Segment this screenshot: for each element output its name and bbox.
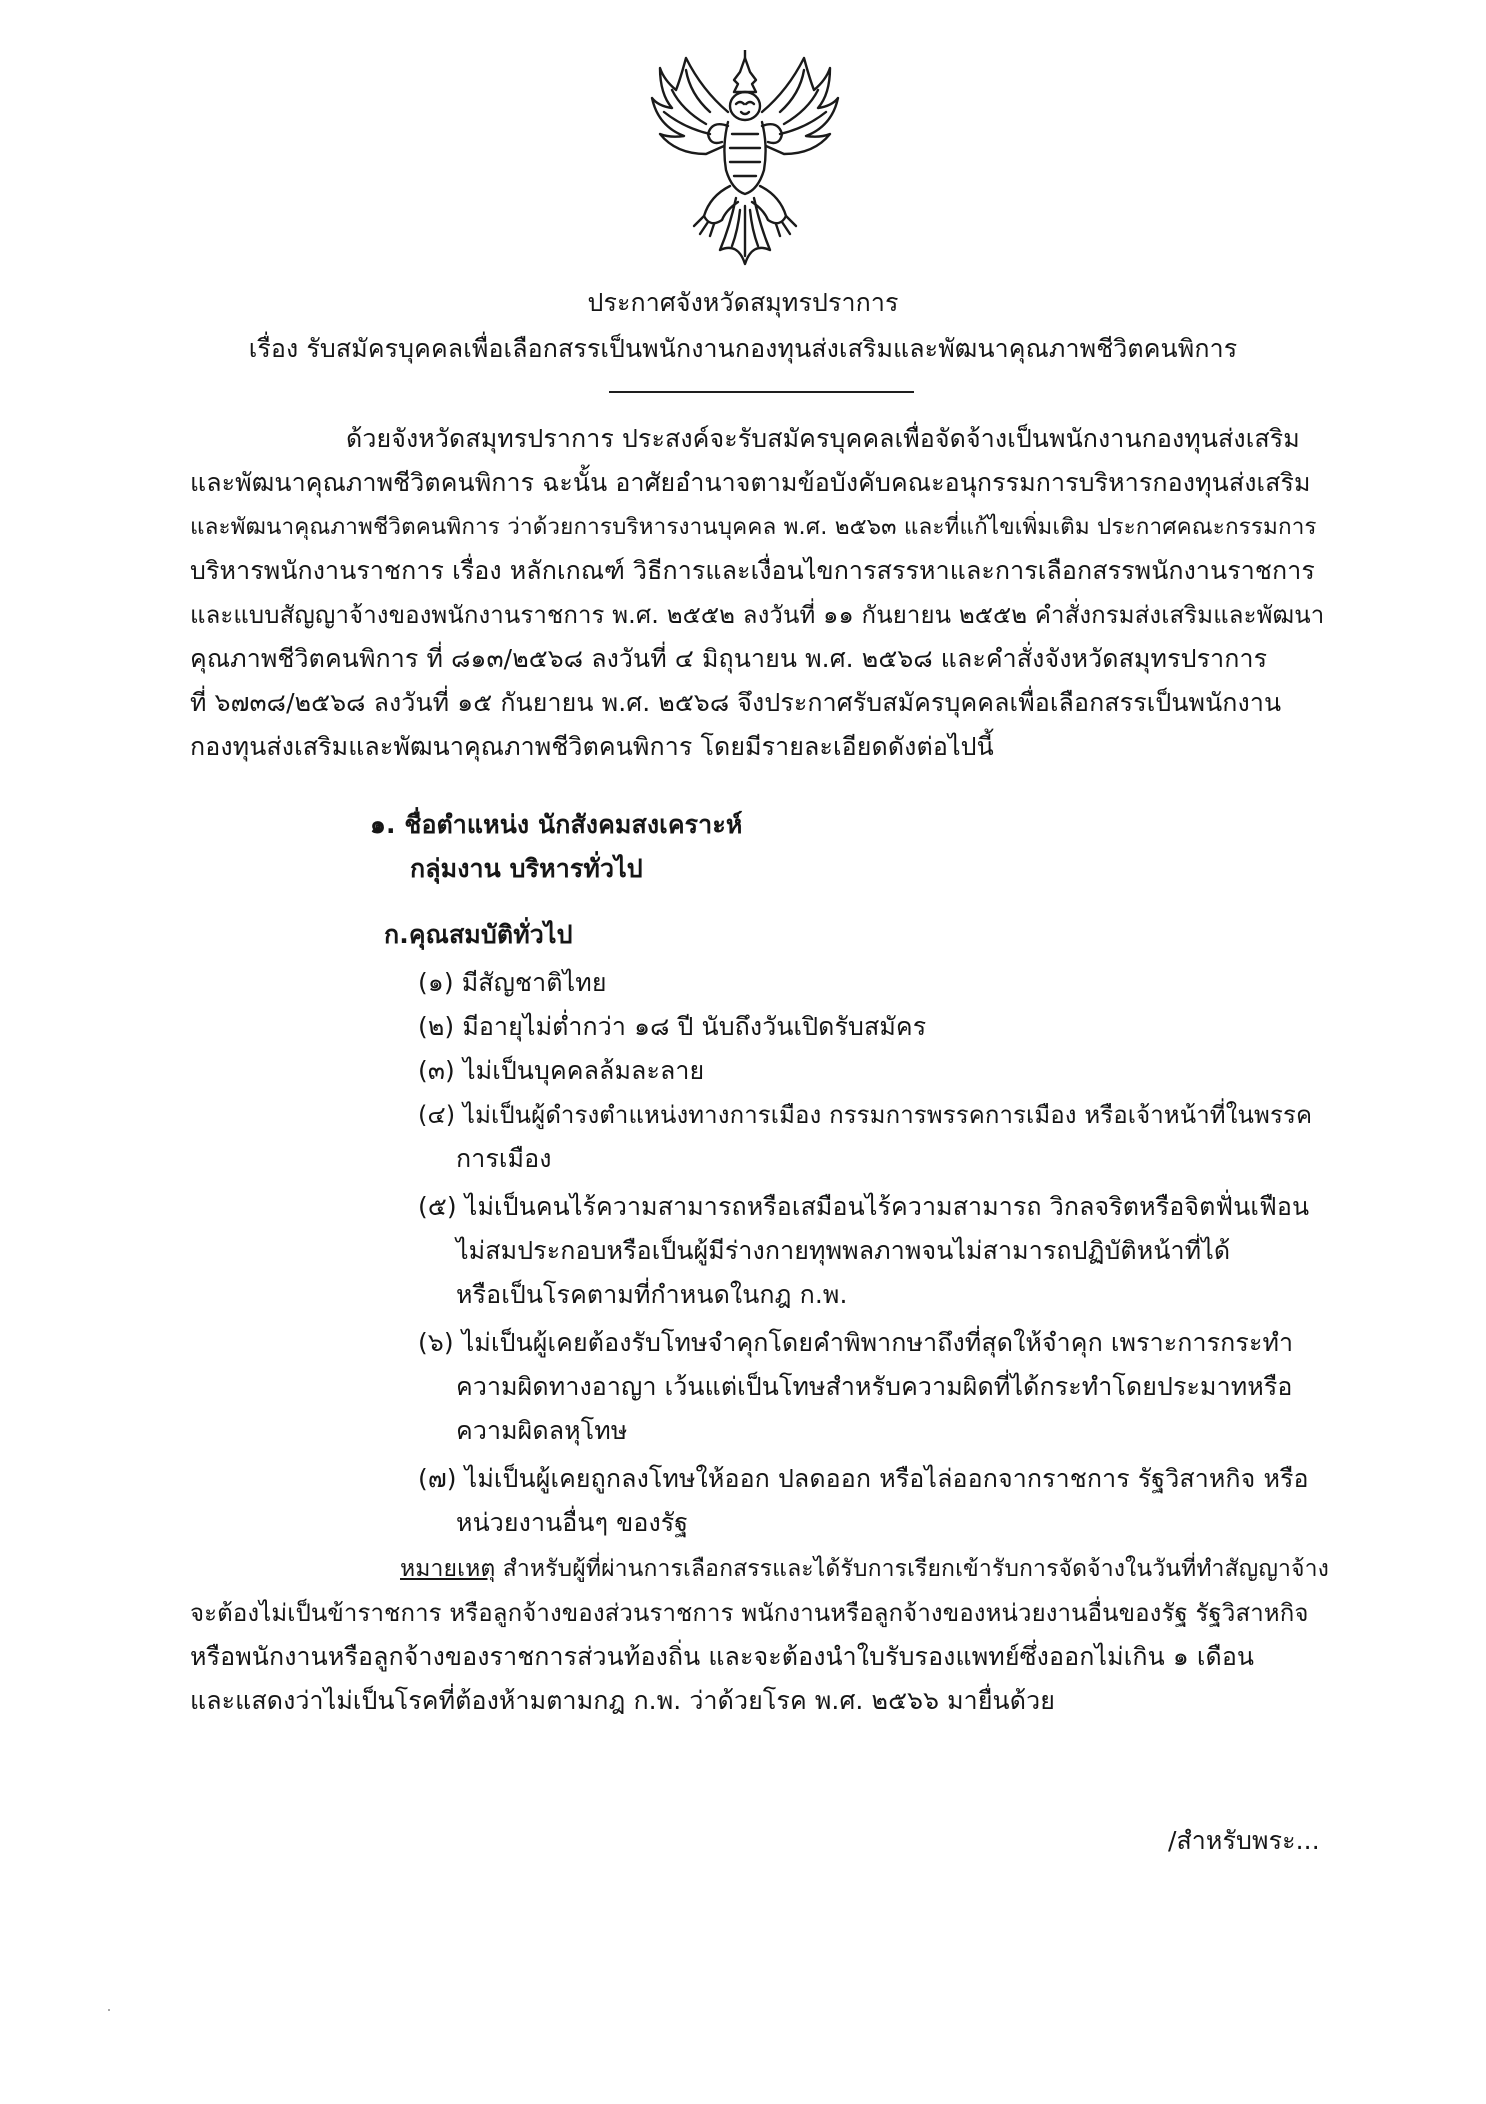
qualification-item-continued: การเมือง: [456, 1144, 552, 1173]
intro-line: และพัฒนาคุณภาพชีวิตคนพิการ ว่าด้วยการบริหารงานบุคคล พ.ศ. ๒๕๖๓ และที่แก้ไขเพิ่มเติม ประกาศคณะกรรมการ: [190, 514, 1317, 540]
qualification-item-continued: หรือเป็นโรคตามที่กำหนดในกฎ ก.พ.: [456, 1280, 848, 1309]
qualification-item-continued: ความผิดลหุโทษ: [456, 1416, 628, 1445]
note-line: หรือพนักงานหรือลูกจ้างของราชการส่วนท้องถิ่น และจะต้องนำใบรับรองแพทย์ซึ่งออกไม่เกิน ๑ เดือน: [190, 1642, 1255, 1671]
note-label: หมายเหตุ: [400, 1556, 496, 1582]
note-first-line: [400, 1552, 1329, 1586]
intro-line: ที่ ๖๗๓๘/๒๕๖๘ ลงวันที่ ๑๕ กันยายน พ.ศ. ๒๕๖๘ จึงประกาศรับสมัครบุคคลเพื่อเลือกสรรเป็นพนักงาน: [190, 688, 1282, 717]
qualification-item: (๑) มีสัญชาติไทย: [418, 968, 607, 997]
note-line: จะต้องไม่เป็นข้าราชการ หรือลูกจ้างของส่วนราชการ พนักงานหรือลูกจ้างของหน่วยงานอื่นของรัฐ รัฐวิสาหกิจ: [190, 1599, 1309, 1627]
intro-line: ด้วยจังหวัดสมุทรปราการ ประสงค์จะรับสมัครบุคคลเพื่อจัดจ้างเป็นพนักงานกองทุนส่งเสริม: [346, 424, 1300, 453]
qualification-item-continued: ความผิดทางอาญา เว้นแต่เป็นโทษสำหรับความผิดที่ได้กระทำโดยประมาทหรือ: [456, 1372, 1293, 1401]
position-name: ๑. ชื่อตำแหน่ง นักสังคมสงเคราะห์: [370, 810, 743, 839]
qualification-item: (๖) ไม่เป็นผู้เคยต้องรับโทษจำคุกโดยคำพิพากษาถึงที่สุดให้จำคุก เพราะการกระทำ: [418, 1328, 1294, 1357]
position-group: กลุ่มงาน บริหารทั่วไป: [410, 854, 643, 883]
page-continuation: /สำหรับพระ...: [1168, 1826, 1320, 1855]
qualification-item: (๗) ไม่เป็นผู้เคยถูกลงโทษให้ออก ปลดออก หรือไล่ออกจากราชการ รัฐวิสาหกิจ หรือ: [418, 1464, 1309, 1493]
announcement-subject: เรื่อง รับสมัครบุคคลเพื่อเลือกสรรเป็นพนักงานกองทุนส่งเสริมและพัฒนาคุณภาพชีวิตคนพิการ: [248, 334, 1238, 363]
title-divider: [609, 391, 914, 393]
intro-line: และพัฒนาคุณภาพชีวิตคนพิการ ฉะนั้น อาศัยอำนาจตามข้อบังคับคณะอนุกรรมการบริหารกองทุนส่งเสริม: [190, 468, 1311, 497]
qualification-item: (๔) ไม่เป็นผู้ดำรงตำแหน่งทางการเมือง กรรมการพรรคการเมือง หรือเจ้าหน้าที่ในพรรค: [418, 1101, 1313, 1129]
note-line: และแสดงว่าไม่เป็นโรคที่ต้องห้ามตามกฎ ก.พ. ว่าด้วยโรค พ.ศ. ๒๕๖๖ มายื่นด้วย: [190, 1686, 1055, 1715]
qualification-item: (๒) มีอายุไม่ต่ำกว่า ๑๘ ปี นับถึงวันเปิดรับสมัคร: [418, 1012, 927, 1041]
garuda-emblem-icon: [650, 50, 840, 270]
qualification-item-continued: หน่วยงานอื่นๆ ของรัฐ: [456, 1508, 689, 1537]
qualification-item: (๕) ไม่เป็นคนไร้ความสามารถหรือเสมือนไร้ความสามารถ วิกลจริตหรือจิตฟั่นเฟือน: [418, 1192, 1310, 1221]
qualification-item: (๓) ไม่เป็นบุคคลล้มละลาย: [418, 1056, 705, 1085]
note-first-line-text: สำหรับผู้ที่ผ่านการเลือกสรรและได้รับการเรียกเข้ารับการจัดจ้างในวันที่ทำสัญญาจ้าง: [495, 1556, 1329, 1582]
qualifications-heading: ก.คุณสมบัติทั่วไป: [384, 920, 573, 949]
scan-artifact: [108, 2009, 110, 2011]
qualification-item-continued: ไม่สมประกอบหรือเป็นผู้มีร่างกายทุพพลภาพจนไม่สามารถปฏิบัติหน้าที่ได้: [456, 1236, 1231, 1265]
intro-line: และแบบสัญญาจ้างของพนักงานราชการ พ.ศ. ๒๕๕๒ ลงวันที่ ๑๑ กันยายน ๒๕๕๒ คำสั่งกรมส่งเสริมและพัฒนา: [190, 601, 1325, 629]
intro-line: บริหารพนักงานราชการ เรื่อง หลักเกณฑ์ วิธีการและเงื่อนไขการสรรหาและการเลือกสรรพนักงานราชการ: [190, 556, 1315, 585]
intro-line: กองทุนส่งเสริมและพัฒนาคุณภาพชีวิตคนพิการ โดยมีรายละเอียดดังต่อไปนี้: [190, 732, 994, 761]
intro-line: คุณภาพชีวิตคนพิการ ที่ ๘๑๓/๒๕๖๘ ลงวันที่ ๔ มิถุนายน พ.ศ. ๒๕๖๘ และคำสั่งจังหวัดสมุทรปราการ: [190, 644, 1268, 673]
announcement-title: ประกาศจังหวัดสมุทรปราการ: [587, 288, 899, 317]
